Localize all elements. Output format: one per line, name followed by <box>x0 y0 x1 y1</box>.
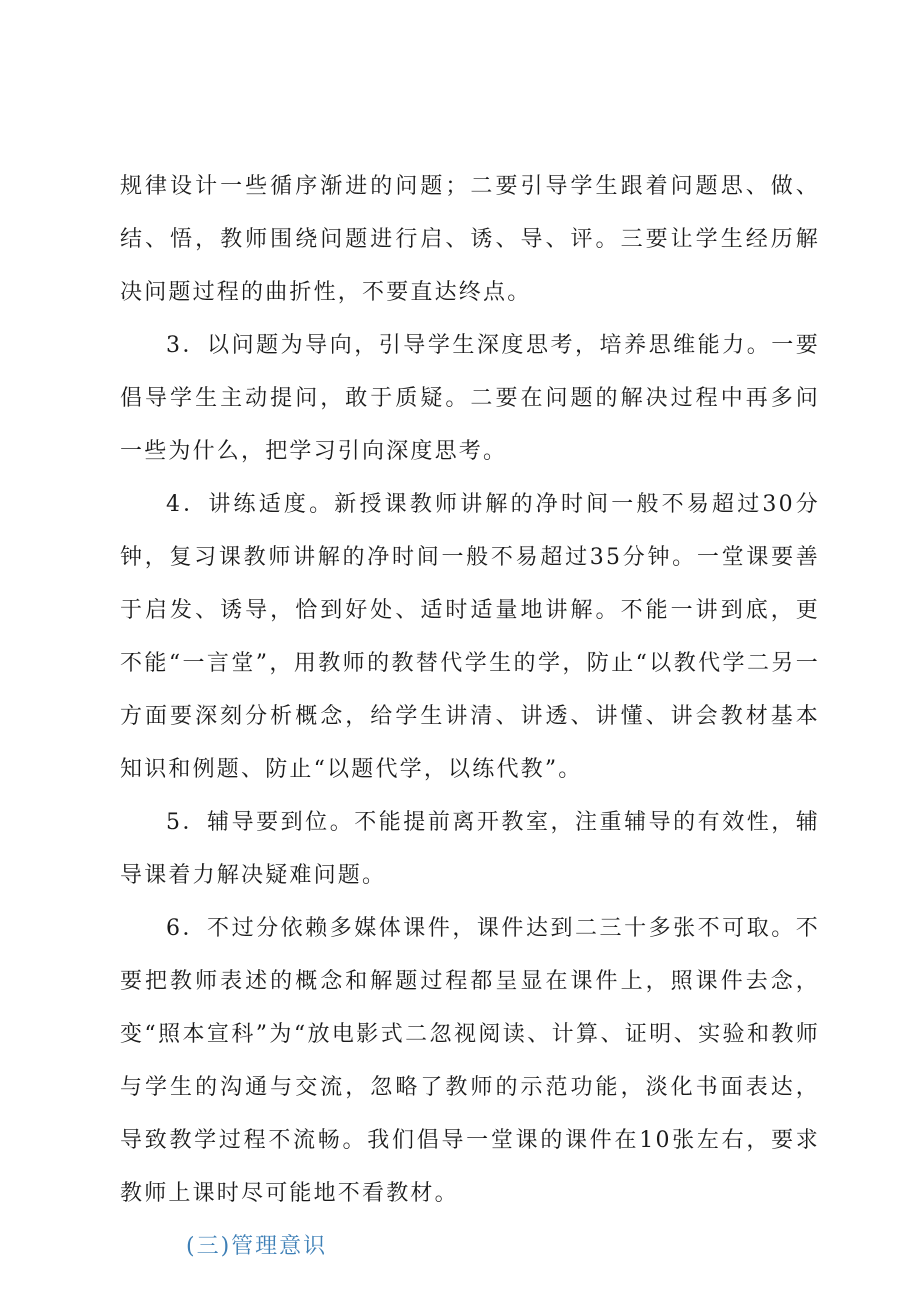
document-page <box>120 160 820 1273</box>
paragraph-continuation: 规律设计一些循序渐进的问题；二要引导学生跟着问题思、做、结、悟，教师围绕问题进行启、诱、导、评。三要让学生经历解决问题过程的曲折性，不要直达终点。 <box>120 174 820 305</box>
section-heading: (三)管理意识 <box>186 1234 328 1259</box>
paragraph-item-4: 4．讲练适度。新授课教师讲解的净时间一般不易超过30分钟，复习课教师讲解的净时间一般不易超过35分钟。一堂课要善于启发、诱导，恰到好处、适时适量地讲解。不能一讲到底，更不能“一言堂”，用教师的教替代学生的学，防止“以教代学二另一方面要深刻分析概念，给学生讲清、讲透、讲懂、讲会教材基本知识和例题、防止“以题代学，以练代教”。 <box>120 492 820 782</box>
paragraph-item-3: 3．以问题为导向，引导学生深度思考，培养思维能力。一要倡导学生主动提问，敢于质疑。二要在问题的解决过程中再多问一些为什么，把学习引向深度思考。 <box>120 333 820 464</box>
paragraph-item-5: 5．辅导要到位。不能提前离开教室，注重辅导的有效性，辅导课着力解决疑难问题。 <box>120 810 820 888</box>
paragraph-item-6: 6．不过分依赖多媒体课件，课件达到二三十多张不可取。不要把教师表述的概念和解题过程都呈显在课件上，照课件去念，变“照本宣科”为“放电影式二忽视阅读、计算、证明、实验和教师与学生的沟通与交流，忽略了教师的示范功能，淡化书面表达，导致教学过程不流畅。我们倡导一堂课的课件在10张左右，要求教师上课时尽可能地不看教材。 <box>120 916 820 1206</box>
